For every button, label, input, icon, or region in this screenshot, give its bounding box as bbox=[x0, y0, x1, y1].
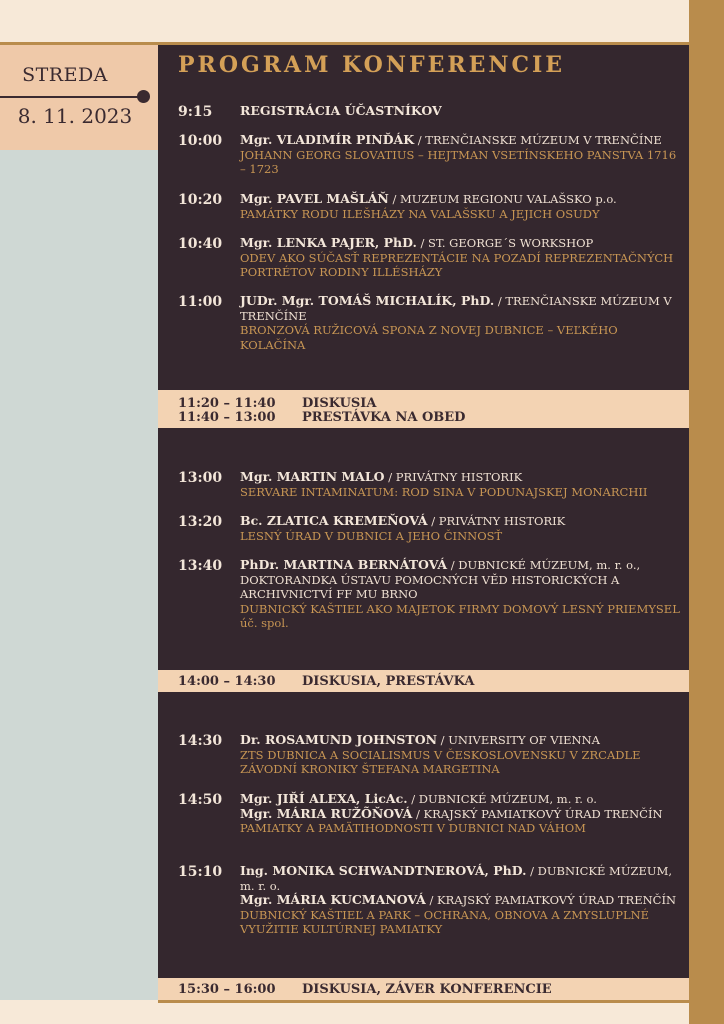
day-label: STREDA bbox=[22, 64, 108, 86]
talk-topic: ZTS DUBNICA A SOCIALISMUS V ČESKOSLOVENSKU V ZRCADLE ZÁVODNÍ KRONIKY ŠTEFANA MARGETINA bbox=[240, 747, 641, 777]
item-time: 10:20 bbox=[178, 192, 223, 208]
break-row bbox=[178, 410, 465, 425]
top-band bbox=[158, 0, 689, 42]
break-label: DISKUSIA bbox=[302, 396, 377, 411]
item-time: 13:40 bbox=[178, 558, 223, 574]
break-time: 14:00 – 14:30 bbox=[178, 674, 276, 689]
speaker-name: Mgr. JIŘÍ ALEXA, LicAc. bbox=[240, 791, 408, 806]
speaker-affiliation: / DUBNICKÉ MÚZEUM, m. r. o. bbox=[407, 792, 597, 806]
item-time: 15:10 bbox=[178, 864, 223, 880]
speaker-affiliation: / MUZEUM REGIONU VALAŠSKO p.o. bbox=[388, 192, 617, 206]
speaker-name: Dr. ROSAMUND JOHNSTON bbox=[240, 732, 438, 747]
talk-topic: DUBNICKÝ KAŠTIEĽ AKO MAJETOK FIRMY DOMOVÝ LESNÝ PRIEMYSEL úč. spol. bbox=[240, 601, 680, 631]
speaker-name: Bc. ZLATICA KREMEŇOVÁ bbox=[240, 513, 428, 528]
registration-label: REGISTRÁCIA ÚČASTNÍKOV bbox=[240, 103, 442, 118]
closing-label: DISKUSIA, ZÁVER KONFERENCIE bbox=[302, 982, 552, 997]
page-title: PROGRAM KONFERENCIE bbox=[178, 52, 566, 78]
item-time: 14:50 bbox=[178, 792, 223, 808]
speaker-affiliation: / DUBNICKÉ MÚZEUM, m. r. o., DOKTORANDKA ÚSTAVU POMOCNÝCH VĚD HISTORICKÝCH A ARCHIVNICTVÍ FF MU BRNO bbox=[240, 558, 641, 602]
date-divider bbox=[0, 96, 142, 98]
speaker-name-2: Mgr. MÁRIA KUCMANOVÁ bbox=[240, 892, 426, 908]
item-time: 10:00 bbox=[178, 133, 223, 149]
registration-time: 9:15 bbox=[178, 104, 213, 120]
speaker-name: PhDr. MARTINA BERNÁTOVÁ bbox=[240, 557, 448, 572]
speaker-name: Mgr. LENKA PAJER, PhD. bbox=[240, 235, 417, 250]
talk-topic: PAMÁTKY RODU ILEŠHÁZY NA VALAŠSKU A JEJICH OSUDY bbox=[240, 206, 600, 221]
speaker-name: Mgr. PAVEL MAŠLÁŇ bbox=[240, 191, 389, 206]
gold-rail bbox=[689, 0, 724, 1024]
item-time: 13:00 bbox=[178, 470, 223, 486]
speaker-affiliation: / PRIVÁTNY HISTORIK bbox=[427, 514, 566, 528]
date-dot bbox=[137, 90, 150, 103]
talk-topic: ODEV AKO SÚČASŤ REPREZENTÁCIE NA POZADÍ REPREZENTAČNÝCH PORTRÉTOV RODINY ILLÉSHÁZY bbox=[240, 250, 674, 280]
break-label: DISKUSIA, PRESTÁVKA bbox=[302, 674, 475, 689]
closing-time: 15:30 – 16:00 bbox=[178, 982, 276, 997]
break-row bbox=[178, 674, 474, 689]
speaker-affiliation: / TRENČIANSKE MÚZEUM V TRENČÍNE bbox=[414, 133, 662, 147]
talk-topic: JOHANN GEORG SLOVATIUS – HEJTMAN VSETÍNSKEHO PANSTVA 1716 – 1723 bbox=[240, 147, 677, 177]
speaker-affiliation-2: / KRAJSKÝ PAMIATKOVÝ ÚRAD TRENČÍN bbox=[412, 806, 663, 821]
break-row bbox=[178, 396, 376, 411]
talk-topic: LESNÝ ÚRAD V DUBNICI A JEHO ČINNOSŤ bbox=[240, 528, 503, 543]
item-time: 10:40 bbox=[178, 236, 223, 252]
speaker-affiliation-2: / KRAJSKÝ PAMIATKOVÝ ÚRAD TRENČÍN bbox=[425, 893, 677, 908]
talk-topic: BRONZOVÁ RUŽICOVÁ SPONA Z NOVEJ DUBNICE – VEĽKÉHO KOLAČÍNA bbox=[240, 323, 618, 352]
talk-topic: PAMIATKY A PAMÄTIHODNOSTI V DUBNICI NAD VÁHOM bbox=[240, 821, 586, 836]
speaker-affiliation: / PRIVÁTNY HISTORIK bbox=[384, 470, 523, 484]
speaker-name: Ing. MONIKA SCHWANDTNEROVÁ, PhD. bbox=[240, 863, 527, 878]
speaker-affiliation: / UNIVERSITY OF VIENNA bbox=[437, 733, 600, 747]
speaker-name: Mgr. MARTIN MALO bbox=[240, 469, 385, 484]
talk-topic: DUBNICKÝ KAŠTIEĽ A PARK – OCHRANA, OBNOVA A ZMYSLUPLNÉ VYUŽITIE KULTÚRNEJ PAMIATKY bbox=[240, 907, 650, 937]
item-time: 11:00 bbox=[178, 294, 223, 310]
item-time: 14:30 bbox=[178, 733, 223, 749]
speaker-affiliation: / TRENČIANSKE MÚZEUM V TRENČÍNE bbox=[240, 294, 672, 323]
left-panel bbox=[0, 150, 158, 1000]
speaker-name: Mgr. VLADIMÍR PINĎÁK bbox=[240, 132, 415, 147]
speaker-name-2: Mgr. MÁRIA RUŽÕŇOVÁ bbox=[240, 805, 413, 821]
left-bottom bbox=[0, 1000, 158, 1024]
break-time: 11:40 – 13:00 bbox=[178, 410, 276, 425]
bottom-strip bbox=[158, 1003, 689, 1024]
break-time: 11:20 – 11:40 bbox=[178, 396, 276, 411]
closing-row bbox=[178, 982, 552, 997]
speaker-name: JUDr. Mgr. TOMÁŠ MICHALÍK, PhD. bbox=[240, 293, 495, 308]
speaker-affiliation: / ST. GEORGE´S WORKSHOP bbox=[416, 236, 594, 250]
item-time: 13:20 bbox=[178, 514, 223, 530]
break-label: PRESTÁVKA NA OBED bbox=[302, 410, 466, 425]
speaker-affiliation: / DUBNICKÉ MÚZEUM, m. r. o. bbox=[240, 864, 673, 893]
date-label: 8. 11. 2023 bbox=[17, 104, 133, 128]
talk-topic: SERVARE INTAMINATUM: ROD SINA V PODUNAJSKEJ MONARCHII bbox=[240, 484, 648, 499]
